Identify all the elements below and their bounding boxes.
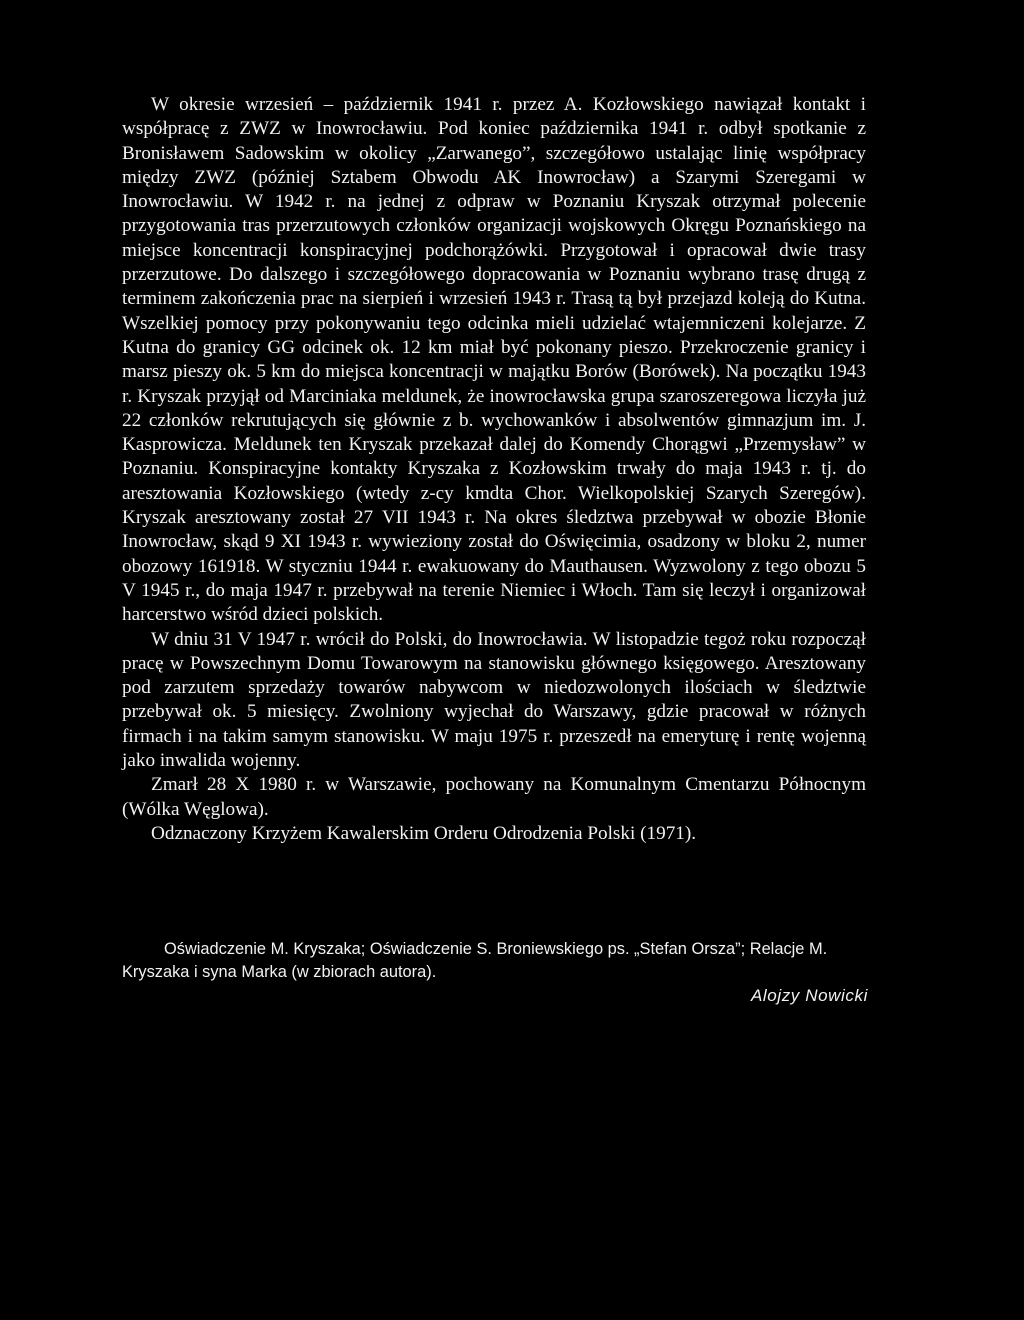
author-signature: Alojzy Nowicki xyxy=(750,986,868,1005)
sources-text: Oświadczenie M. Kryszaka; Oświadczenie S. Broniewskiego ps. „Stefan Orsza”; Relacje M. Kryszaka i syna Marka (w zbiorach autora). xyxy=(122,940,828,981)
sources-note xyxy=(122,938,868,984)
paragraph-postwar-life: W dniu 31 V 1947 r. wrócił do Polski, do Inowrocławia. W listopadzie tegoż roku rozpoczął pracę w Powszechnym Domu Towarowym na stanowisku głównego księgowego. Aresztowany pod zarzutem sprzedaży towarów nabywcom w niedozwolonych ilościach w śledztwie przebywał ok. 5 miesięcy. Zwolniony wyjechał do Warszawy, gdzie pracował w różnych firmach i na takim samym stanowisku. W maju 1975 r. przeszedł na emeryturę i rentę wojenną jako inwalida wojenny. xyxy=(122,628,866,772)
article-body xyxy=(122,93,866,846)
paragraph-death: Zmarł 28 X 1980 r. w Warszawie, pochowany na Komunalnym Cmentarzu Północnym (Wólka Węglowa). xyxy=(122,774,866,820)
paragraph-decoration: Odznaczony Krzyżem Kawalerskim Orderu Odrodzenia Polski (1971). xyxy=(151,822,697,844)
paragraph-wartime-activity: W okresie wrzesień – październik 1941 r. przez A. Kozłowskiego nawiązał kontakt i współpracę z ZWZ w Inowrocławiu. Pod koniec października 1941 r. odbył spotkanie z Bronisławem Sadowskim w okolicy „Zarwanego”, szczegółowo ustalając linię współpracy między ZWZ (później Sztabem Obwodu AK Inowrocław) a Szarymi Szeregami w Inowrocławiu. W 1942 r. na jednej z odpraw w Poznaniu Kryszak otrzymał polecenie przygotowania tras przerzutowych członków organizacji wojskowych Okręgu Poznańskiego na miejsce koncentracji konspiracyjnej podchorążówki. Przygotował i opracował dwie trasy przerzutowe. Do dalszego i szczegółowego dopracowania w Poznaniu wybrano trasę drugą z terminem zakończenia prac na sierpień i wrzesień 1943 r. Trasą tą był przejazd koleją do Kutna. Wszelkiej pomocy przy pokonywaniu tego odcinka mieli udzielać wtajemniczeni kolejarze. Z Kutna do granicy GG odcinek ok. 12 km miał być pokonany pieszo. Przekroczenie granicy i marsz pieszy ok. 5 km do miejsca koncentracji w majątku Borów (Borówek). Na początku 1943 r. Kryszak przyjął od Marciniaka meldunek, że inowrocławska grupa szaroszeregowa liczyła już 22 członków rekrutujących się głównie z b. wychowanków i absolwentów gimnazjum im. J. Kasprowicza. Meldunek ten Kryszak przekazał dalej do Komendy Chorągwi „Przemysław” w Poznaniu. Konspiracyjne kontakty Kryszaka z Kozłowskim trwały do maja 1943 r. tj. do aresztowania Kozłowskiego (wtedy z-cy kmdta Chor. Wielkopolskiej Szarych Szeregów). Kryszak aresztowany został 27 VII 1943 r. Na okres śledztwa przebywał w obozie Błonie Inowrocław, skąd 9 XI 1943 r. wywieziony został do Oświęcimia, osadzony w bloku 2, numer obozowy 161918. W styczniu 1944 r. ewakuowany do Mauthausen. Wyzwolony z tego obozu 5 V 1945 r., do maja 1947 r. przebywał na terenie Niemiec i Włoch. Tam się leczył i organizował harcerstwo wśród dzieci polskich. xyxy=(122,94,866,626)
